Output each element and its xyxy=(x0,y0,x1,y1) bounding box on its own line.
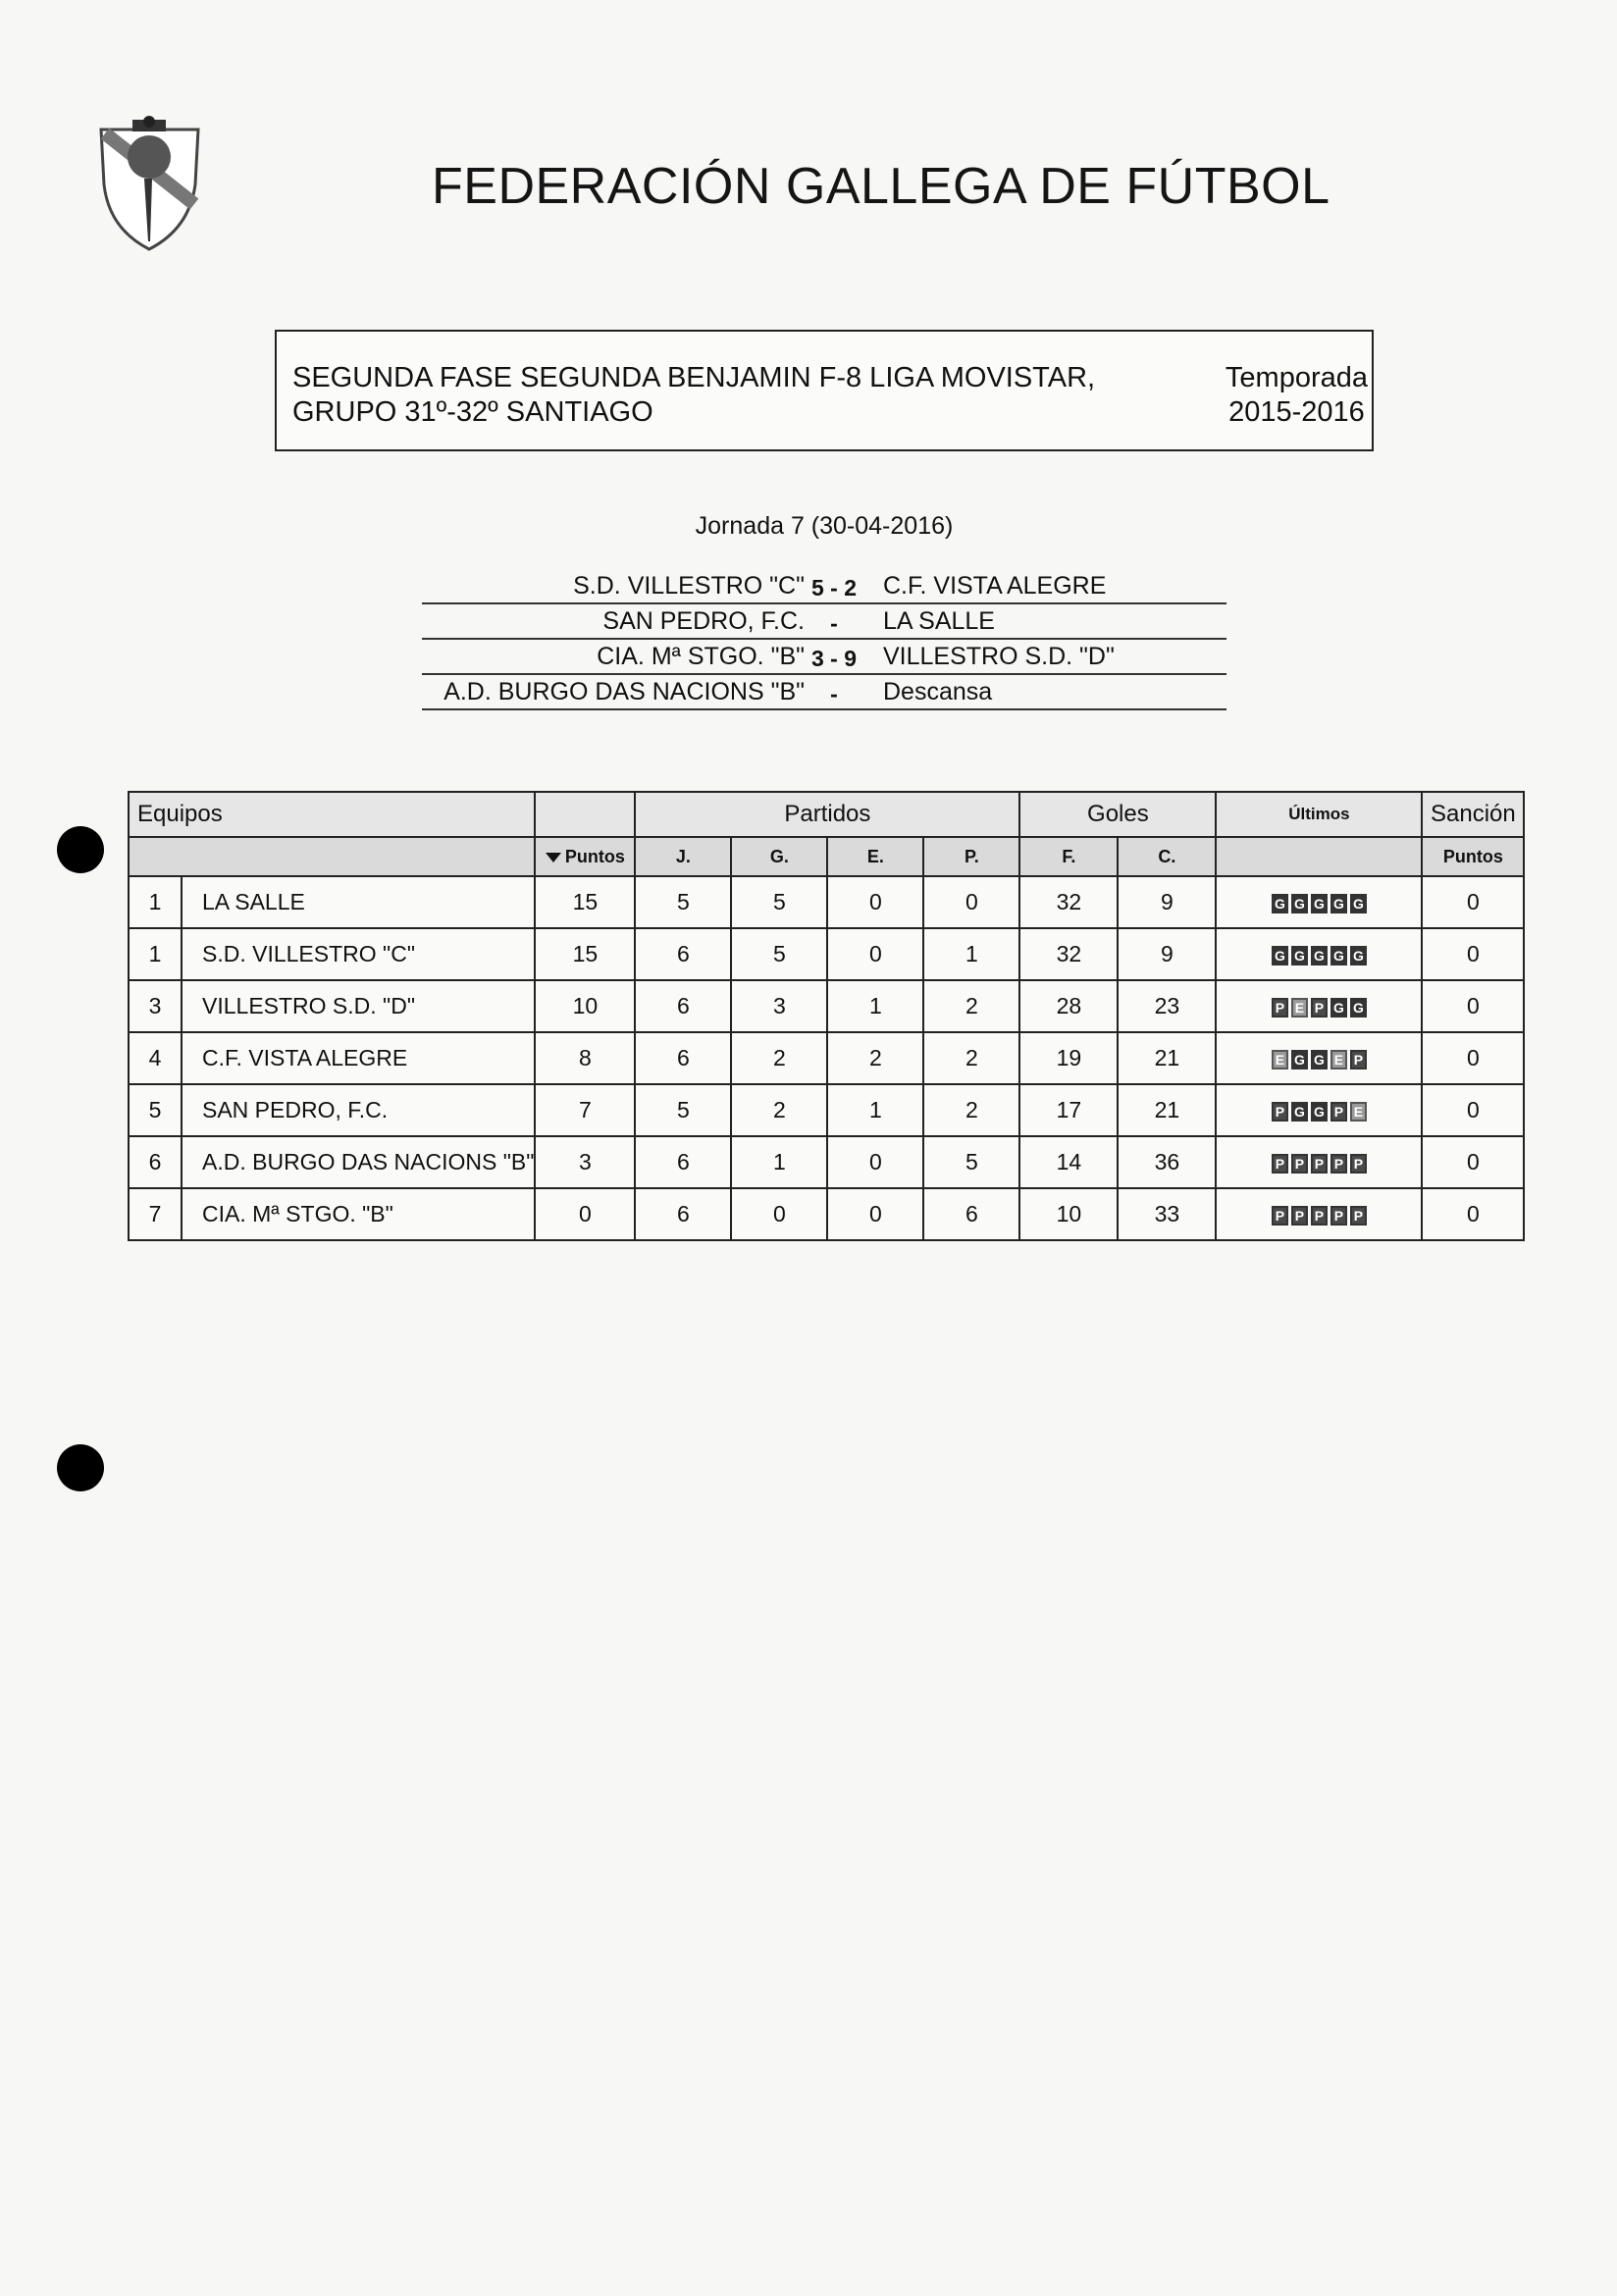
row-position: 6 xyxy=(129,1136,182,1188)
row-drawn: 1 xyxy=(827,1084,923,1136)
fixture-score: 5 - 2 xyxy=(810,575,858,600)
result-badge: G xyxy=(1311,946,1328,965)
row-sancion: 0 xyxy=(1422,1032,1524,1084)
row-points: 7 xyxy=(535,1084,635,1136)
row-last-results xyxy=(1216,928,1422,980)
row-points: 8 xyxy=(535,1032,635,1084)
row-played: 6 xyxy=(635,1188,731,1240)
row-played: 5 xyxy=(635,876,731,928)
row-played: 6 xyxy=(635,980,731,1032)
table-row xyxy=(129,876,1524,928)
row-sancion: 0 xyxy=(1422,876,1524,928)
row-goals-against: 21 xyxy=(1118,1084,1216,1136)
row-lost: 2 xyxy=(923,1084,1019,1136)
season-block xyxy=(1226,361,1368,430)
competition-header xyxy=(275,330,1374,451)
result-badge: P xyxy=(1350,1206,1367,1226)
result-badge: P xyxy=(1350,1154,1367,1174)
row-team: LA SALLE xyxy=(182,876,535,928)
result-badge: P xyxy=(1272,1206,1288,1226)
row-lost: 2 xyxy=(923,980,1019,1032)
competition-name xyxy=(292,361,1095,430)
fixture-home: CIA. Mª STGO. "B" xyxy=(597,643,805,670)
row-sancion: 0 xyxy=(1422,1188,1524,1240)
header-spacer xyxy=(535,792,635,837)
season-label: Temporada xyxy=(1225,362,1368,393)
table-header-columns xyxy=(129,837,1524,876)
table-row xyxy=(129,1188,1524,1240)
row-sancion: 0 xyxy=(1422,980,1524,1032)
result-badge: G xyxy=(1311,1102,1328,1122)
row-position: 1 xyxy=(129,876,182,928)
punch-hole-bottom xyxy=(57,1444,104,1491)
row-drawn: 2 xyxy=(827,1032,923,1084)
row-goals-against: 36 xyxy=(1118,1136,1216,1188)
row-goals-for: 28 xyxy=(1019,980,1118,1032)
row-won: 1 xyxy=(731,1136,827,1188)
result-badge: P xyxy=(1291,1206,1308,1226)
table-row xyxy=(129,1032,1524,1084)
result-badge: E xyxy=(1330,1050,1347,1070)
header-p: P. xyxy=(923,837,1019,876)
result-badge: P xyxy=(1291,1154,1308,1174)
table-row xyxy=(129,1084,1524,1136)
result-badge: G xyxy=(1350,894,1367,913)
result-badge: P xyxy=(1330,1102,1347,1122)
row-team: S.D. VILLESTRO "C" xyxy=(182,928,535,980)
header-equipos: Equipos xyxy=(129,792,535,837)
row-sancion: 0 xyxy=(1422,1084,1524,1136)
result-badge: G xyxy=(1291,894,1308,913)
row-last-results xyxy=(1216,876,1422,928)
row-team: CIA. Mª STGO. "B" xyxy=(182,1188,535,1240)
row-won: 2 xyxy=(731,1032,827,1084)
punch-hole-top xyxy=(57,826,104,873)
fixture-score: 3 - 9 xyxy=(810,646,858,671)
row-drawn: 0 xyxy=(827,1188,923,1240)
fixture-score: - xyxy=(830,610,838,636)
header-puntos-label: Puntos xyxy=(564,846,625,866)
header-puntos[interactable] xyxy=(535,837,635,876)
result-badge: P xyxy=(1311,1154,1328,1174)
header-sancion-puntos: Puntos xyxy=(1422,837,1524,876)
row-position: 7 xyxy=(129,1188,182,1240)
row-drawn: 1 xyxy=(827,980,923,1032)
fixture-home: A.D. BURGO DAS NACIONS "B" xyxy=(443,678,805,705)
fixture-score: - xyxy=(830,681,838,706)
result-badge: G xyxy=(1291,946,1308,965)
result-badge: G xyxy=(1330,894,1347,913)
row-lost: 5 xyxy=(923,1136,1019,1188)
row-goals-for: 32 xyxy=(1019,876,1118,928)
result-badge: P xyxy=(1330,1154,1347,1174)
table-row xyxy=(129,928,1524,980)
row-won: 0 xyxy=(731,1188,827,1240)
fixture-home: S.D. VILLESTRO "C" xyxy=(573,572,805,600)
result-badge: P xyxy=(1311,1206,1328,1226)
row-drawn: 0 xyxy=(827,1136,923,1188)
row-goals-against: 9 xyxy=(1118,876,1216,928)
result-badge: E xyxy=(1350,1102,1367,1122)
row-lost: 2 xyxy=(923,1032,1019,1084)
row-won: 3 xyxy=(731,980,827,1032)
competition-line-2: GRUPO 31º-32º SANTIAGO xyxy=(292,396,653,428)
header-ultimos: Últimos xyxy=(1216,792,1422,837)
row-team: A.D. BURGO DAS NACIONS "B" xyxy=(182,1136,535,1188)
header-ultimos-blank xyxy=(1216,837,1422,876)
row-points: 0 xyxy=(535,1188,635,1240)
result-badge: E xyxy=(1291,998,1308,1018)
header-partidos: Partidos xyxy=(635,792,1019,837)
row-played: 6 xyxy=(635,928,731,980)
result-badge: G xyxy=(1291,1050,1308,1070)
row-position: 3 xyxy=(129,980,182,1032)
header-goles: Goles xyxy=(1019,792,1216,837)
jornada-title: Jornada 7 (30-04-2016) xyxy=(695,512,954,540)
result-badge: P xyxy=(1272,1102,1288,1122)
row-position: 5 xyxy=(129,1084,182,1136)
result-badge: G xyxy=(1272,894,1288,913)
row-goals-for: 14 xyxy=(1019,1136,1118,1188)
fixture-away: LA SALLE xyxy=(883,607,995,635)
federation-crest-logo xyxy=(93,116,206,253)
row-last-results xyxy=(1216,1188,1422,1240)
row-points: 3 xyxy=(535,1136,635,1188)
table-row xyxy=(129,1136,1524,1188)
fixture-row xyxy=(422,640,1226,675)
fixtures-list xyxy=(422,569,1226,710)
table-header-groups xyxy=(129,792,1524,837)
result-badge: G xyxy=(1311,1050,1328,1070)
row-goals-against: 9 xyxy=(1118,928,1216,980)
fixture-home: SAN PEDRO, F.C. xyxy=(602,607,805,635)
row-goals-for: 10 xyxy=(1019,1188,1118,1240)
fixture-away: Descansa xyxy=(883,678,993,705)
row-team: VILLESTRO S.D. "D" xyxy=(182,980,535,1032)
header-blank xyxy=(129,837,535,876)
result-badge: P xyxy=(1350,1050,1367,1070)
header-c: C. xyxy=(1118,837,1216,876)
result-badge: G xyxy=(1350,998,1367,1018)
result-badge: P xyxy=(1272,998,1288,1018)
header-sancion: Sanción xyxy=(1422,792,1524,837)
row-last-results xyxy=(1216,1084,1422,1136)
result-badge: G xyxy=(1311,894,1328,913)
header-f: F. xyxy=(1019,837,1118,876)
standings-table xyxy=(128,791,1525,1241)
row-won: 2 xyxy=(731,1084,827,1136)
row-won: 5 xyxy=(731,928,827,980)
row-points: 15 xyxy=(535,928,635,980)
row-goals-against: 23 xyxy=(1118,980,1216,1032)
sort-down-icon xyxy=(546,853,561,862)
row-team: SAN PEDRO, F.C. xyxy=(182,1084,535,1136)
fixture-row xyxy=(422,569,1226,604)
row-goals-for: 17 xyxy=(1019,1084,1118,1136)
row-points: 15 xyxy=(535,876,635,928)
result-badge: G xyxy=(1291,1102,1308,1122)
result-badge: P xyxy=(1272,1154,1288,1174)
season-value: 2015-2016 xyxy=(1228,396,1365,428)
row-played: 5 xyxy=(635,1084,731,1136)
row-lost: 6 xyxy=(923,1188,1019,1240)
row-last-results xyxy=(1216,980,1422,1032)
result-badge: G xyxy=(1350,946,1367,965)
row-last-results xyxy=(1216,1136,1422,1188)
table-row xyxy=(129,980,1524,1032)
row-sancion: 0 xyxy=(1422,1136,1524,1188)
row-goals-for: 32 xyxy=(1019,928,1118,980)
result-badge: P xyxy=(1311,998,1328,1018)
row-played: 6 xyxy=(635,1136,731,1188)
fixture-away: C.F. VISTA ALEGRE xyxy=(883,572,1107,600)
row-lost: 0 xyxy=(923,876,1019,928)
fixture-row xyxy=(422,604,1226,640)
row-last-results xyxy=(1216,1032,1422,1084)
result-badge: G xyxy=(1272,946,1288,965)
fixture-away: VILLESTRO S.D. "D" xyxy=(883,643,1115,670)
header-e: E. xyxy=(827,837,923,876)
row-points: 10 xyxy=(535,980,635,1032)
row-won: 5 xyxy=(731,876,827,928)
row-goals-against: 33 xyxy=(1118,1188,1216,1240)
result-badge: G xyxy=(1330,998,1347,1018)
result-badge: G xyxy=(1330,946,1347,965)
row-drawn: 0 xyxy=(827,928,923,980)
row-goals-against: 21 xyxy=(1118,1032,1216,1084)
competition-line-1: SEGUNDA FASE SEGUNDA BENJAMIN F-8 LIGA MOVISTAR, xyxy=(292,362,1096,393)
row-team: C.F. VISTA ALEGRE xyxy=(182,1032,535,1084)
header-j: J. xyxy=(635,837,731,876)
result-badge: P xyxy=(1330,1206,1347,1226)
federation-title: FEDERACIÓN GALLEGA DE FÚTBOL xyxy=(432,158,1330,215)
row-position: 1 xyxy=(129,928,182,980)
row-drawn: 0 xyxy=(827,876,923,928)
row-sancion: 0 xyxy=(1422,928,1524,980)
row-position: 4 xyxy=(129,1032,182,1084)
row-lost: 1 xyxy=(923,928,1019,980)
fixture-row xyxy=(422,675,1226,710)
result-badge: E xyxy=(1272,1050,1288,1070)
header-g: G. xyxy=(731,837,827,876)
row-played: 6 xyxy=(635,1032,731,1084)
row-goals-for: 19 xyxy=(1019,1032,1118,1084)
